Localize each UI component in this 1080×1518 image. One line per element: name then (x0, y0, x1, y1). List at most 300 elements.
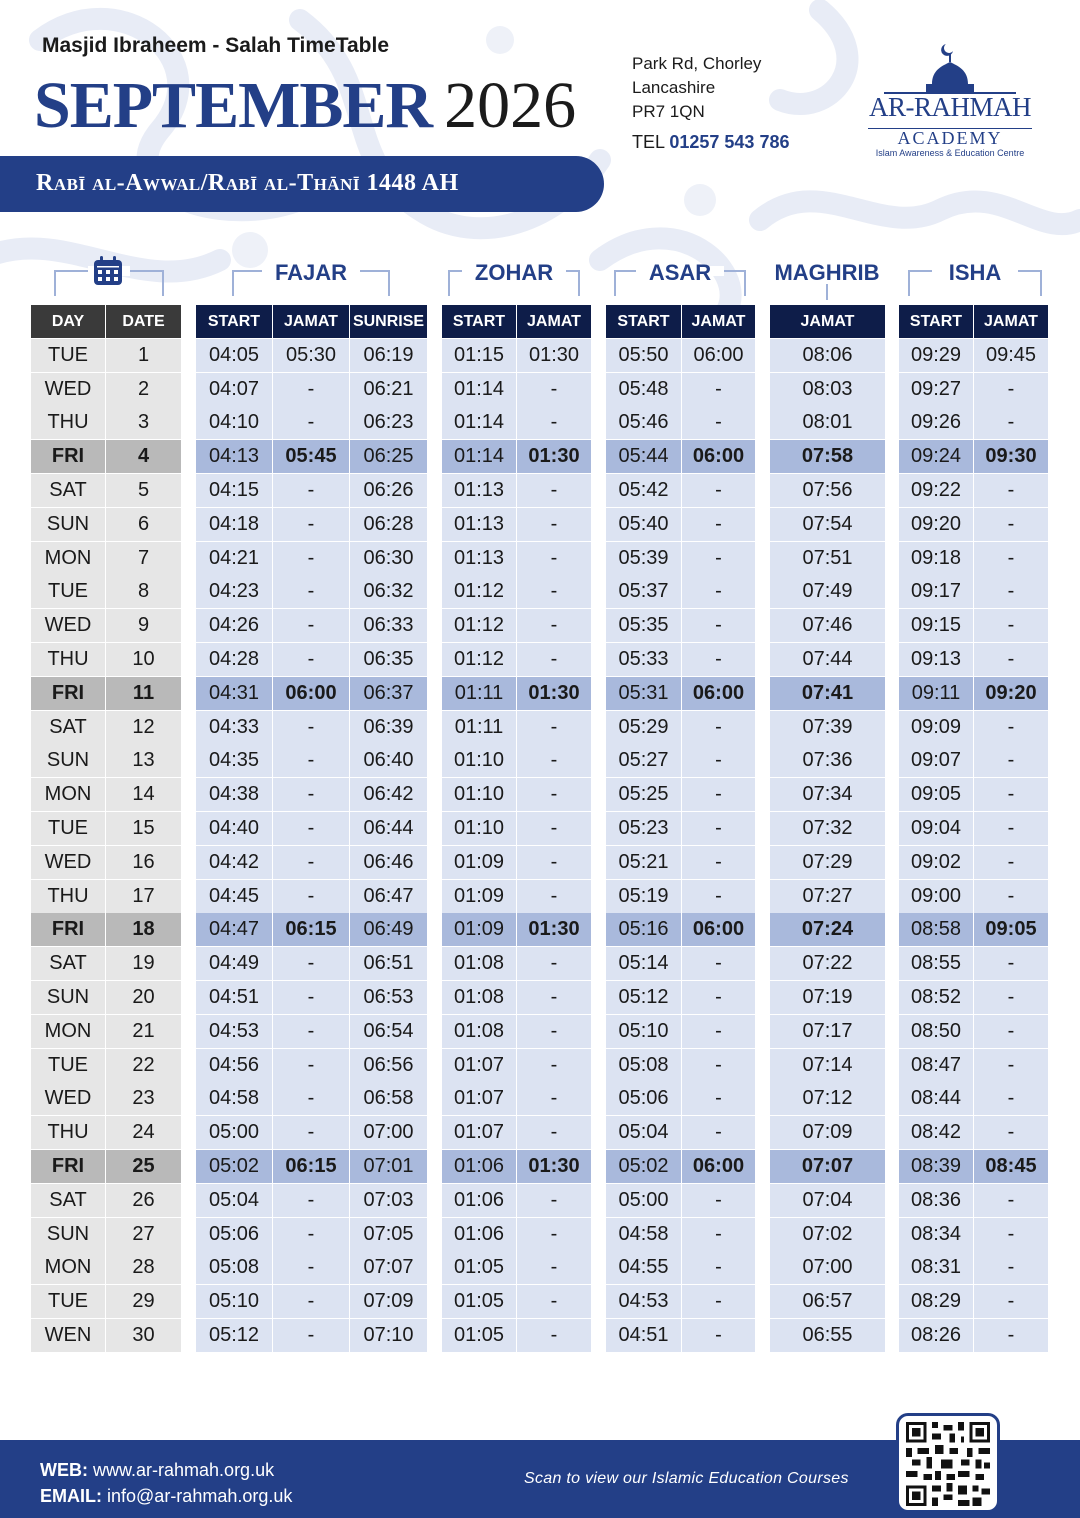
cell-date: 13 (106, 744, 181, 777)
cell-asar-jamat: - (682, 1184, 755, 1217)
cell-isha-jamat: - (974, 880, 1048, 913)
cell-zohar-jamat: - (517, 542, 591, 575)
cell-sunrise: 06:58 (350, 1082, 427, 1115)
cell-zohar-start: 01:14 (442, 440, 516, 473)
cell-maghrib-jamat: 07:07 (770, 1150, 885, 1183)
cell-asar-start: 05:35 (606, 609, 681, 642)
cell-zohar-jamat: - (517, 474, 591, 507)
cell-zohar-jamat: - (517, 406, 591, 439)
cell-zohar-start: 01:08 (442, 947, 516, 980)
cell-fajar-start: 04:07 (196, 373, 272, 406)
cell-fajar-start: 05:04 (196, 1184, 272, 1217)
cell-fajar-jamat: - (273, 711, 349, 744)
cell-maghrib-jamat: 07:44 (770, 643, 885, 676)
cell-isha-start: 08:52 (899, 981, 973, 1014)
cell-maghrib-jamat: 07:32 (770, 812, 885, 845)
col-header-isha-start: START (899, 305, 973, 338)
cell-zohar-jamat: - (517, 373, 591, 406)
hijri-banner (0, 156, 604, 212)
cell-fajar-jamat: 06:15 (273, 913, 349, 946)
cell-fajar-jamat: - (273, 1049, 349, 1082)
cell-isha-start: 08:44 (899, 1082, 973, 1115)
footer-email (40, 1486, 292, 1507)
group-zohar: ZOHAR (474, 260, 554, 285)
cell-isha-jamat: - (974, 778, 1048, 811)
cell-day: MON (31, 1251, 105, 1284)
cell-sunrise: 06:19 (350, 339, 427, 372)
cell-date: 19 (106, 947, 181, 980)
cell-asar-start: 05:31 (606, 677, 681, 710)
cell-day: FRI (31, 677, 105, 710)
cell-isha-jamat: - (974, 744, 1048, 777)
cell-fajar-jamat: - (273, 880, 349, 913)
cell-zohar-start: 01:09 (442, 880, 516, 913)
cell-asar-start: 05:19 (606, 880, 681, 913)
cell-isha-start: 08:34 (899, 1218, 973, 1251)
cell-sunrise: 06:35 (350, 643, 427, 676)
cell-isha-start: 09:05 (899, 778, 973, 811)
cell-date: 10 (106, 643, 181, 676)
cell-asar-start: 05:10 (606, 1015, 681, 1048)
cell-asar-jamat: - (682, 1251, 755, 1284)
cell-isha-jamat: - (974, 1319, 1048, 1352)
cell-date: 30 (106, 1319, 181, 1352)
cell-fajar-start: 04:23 (196, 575, 272, 608)
cell-maghrib-jamat: 08:01 (770, 406, 885, 439)
cell-isha-start: 08:26 (899, 1319, 973, 1352)
cell-zohar-jamat: 01:30 (517, 339, 591, 372)
cell-zohar-start: 01:12 (442, 609, 516, 642)
cell-isha-start: 08:42 (899, 1116, 973, 1149)
cell-fajar-start: 04:31 (196, 677, 272, 710)
calendar-icon (92, 255, 124, 287)
cell-day: THU (31, 406, 105, 439)
cell-zohar-jamat: 01:30 (517, 677, 591, 710)
cell-isha-jamat: 09:05 (974, 913, 1048, 946)
cell-fajar-jamat: - (273, 812, 349, 845)
cell-asar-start: 05:21 (606, 846, 681, 879)
cell-zohar-jamat: - (517, 1285, 591, 1318)
cell-isha-jamat: - (974, 474, 1048, 507)
cell-isha-start: 09:02 (899, 846, 973, 879)
cell-maghrib-jamat: 07:14 (770, 1049, 885, 1082)
cell-maghrib-jamat: 07:02 (770, 1218, 885, 1251)
cell-date: 14 (106, 778, 181, 811)
cell-date: 12 (106, 711, 181, 744)
month-title (34, 66, 576, 146)
cell-asar-jamat: 06:00 (682, 1150, 755, 1183)
cell-sunrise: 06:54 (350, 1015, 427, 1048)
cell-day: MON (31, 1015, 105, 1048)
cell-asar-jamat: 06:00 (682, 913, 755, 946)
cell-fajar-jamat: - (273, 1116, 349, 1149)
cell-date: 15 (106, 812, 181, 845)
cell-asar-start: 04:53 (606, 1285, 681, 1318)
cell-fajar-start: 04:13 (196, 440, 272, 473)
cell-asar-start: 05:12 (606, 981, 681, 1014)
group-fajar: FAJAR (274, 260, 348, 285)
cell-asar-jamat: - (682, 575, 755, 608)
group-maghrib: MAGHRIB (774, 260, 880, 285)
cell-fajar-jamat: - (273, 575, 349, 608)
cell-asar-jamat: - (682, 744, 755, 777)
cell-maghrib-jamat: 06:55 (770, 1319, 885, 1352)
address-line-2: Lancashire (632, 78, 716, 97)
cell-maghrib-jamat: 08:03 (770, 373, 885, 406)
cell-isha-start: 09:07 (899, 744, 973, 777)
cell-asar-start: 05:27 (606, 744, 681, 777)
cell-date: 29 (106, 1285, 181, 1318)
cell-fajar-start: 04:58 (196, 1082, 272, 1115)
cell-fajar-start: 05:00 (196, 1116, 272, 1149)
cell-isha-jamat: - (974, 1116, 1048, 1149)
cell-zohar-jamat: - (517, 1184, 591, 1217)
cell-zohar-jamat: 01:30 (517, 440, 591, 473)
cell-sunrise: 06:49 (350, 913, 427, 946)
cell-day: FRI (31, 1150, 105, 1183)
cell-fajar-jamat: - (273, 609, 349, 642)
cell-asar-start: 05:40 (606, 508, 681, 541)
cell-asar-jamat: - (682, 1285, 755, 1318)
col-header-asar-jamat: JAMAT (682, 305, 755, 338)
cell-maghrib-jamat: 07:39 (770, 711, 885, 744)
cell-maghrib-jamat: 08:06 (770, 339, 885, 372)
cell-asar-jamat: - (682, 812, 755, 845)
cell-day: SAT (31, 947, 105, 980)
cell-zohar-start: 01:10 (442, 778, 516, 811)
cell-zohar-start: 01:14 (442, 406, 516, 439)
qr-code-icon (905, 1422, 991, 1506)
cell-asar-jamat: - (682, 1082, 755, 1115)
cell-day: SUN (31, 1218, 105, 1251)
cell-asar-jamat: - (682, 880, 755, 913)
cell-isha-jamat: - (974, 1049, 1048, 1082)
cell-date: 11 (106, 677, 181, 710)
cell-sunrise: 06:33 (350, 609, 427, 642)
telephone (632, 130, 789, 154)
cell-fajar-start: 04:38 (196, 778, 272, 811)
cell-isha-jamat: - (974, 846, 1048, 879)
cell-maghrib-jamat: 07:04 (770, 1184, 885, 1217)
maghrib-stem (826, 284, 828, 300)
cell-asar-start: 05:50 (606, 339, 681, 372)
cell-asar-jamat: - (682, 1218, 755, 1251)
cell-fajar-jamat: - (273, 1285, 349, 1318)
cell-fajar-jamat: - (273, 981, 349, 1014)
cell-isha-jamat: - (974, 406, 1048, 439)
cell-sunrise: 06:28 (350, 508, 427, 541)
cell-isha-jamat: 08:45 (974, 1150, 1048, 1183)
month-name: SEPTEMBER (34, 69, 433, 142)
cell-fajar-jamat: - (273, 542, 349, 575)
cell-zohar-start: 01:10 (442, 812, 516, 845)
cell-day: FRI (31, 913, 105, 946)
cell-isha-jamat: - (974, 947, 1048, 980)
cell-sunrise: 06:40 (350, 744, 427, 777)
cell-maghrib-jamat: 07:29 (770, 846, 885, 879)
cell-isha-start: 08:58 (899, 913, 973, 946)
cell-day: WED (31, 1082, 105, 1115)
cell-date: 16 (106, 846, 181, 879)
cell-zohar-jamat: - (517, 1015, 591, 1048)
cell-isha-start: 09:26 (899, 406, 973, 439)
cell-fajar-start: 04:33 (196, 711, 272, 744)
cell-asar-jamat: - (682, 1116, 755, 1149)
col-header-day: DAY (31, 305, 105, 338)
cell-isha-start: 09:04 (899, 812, 973, 845)
month-year: 2026 (444, 69, 577, 142)
cell-zohar-jamat: - (517, 609, 591, 642)
cell-day: MON (31, 778, 105, 811)
cell-isha-jamat: - (974, 1218, 1048, 1251)
cell-zohar-start: 01:12 (442, 643, 516, 676)
cell-asar-start: 05:14 (606, 947, 681, 980)
logo-subname: ACADEMY (897, 128, 1003, 148)
cell-fajar-start: 05:10 (196, 1285, 272, 1318)
qr-code[interactable] (896, 1413, 1000, 1513)
cell-asar-jamat: - (682, 406, 755, 439)
cell-isha-start: 09:22 (899, 474, 973, 507)
cell-asar-start: 05:48 (606, 373, 681, 406)
cell-day: WED (31, 373, 105, 406)
cell-isha-start: 08:29 (899, 1285, 973, 1318)
cell-fajar-jamat: - (273, 1184, 349, 1217)
cell-fajar-jamat: - (273, 406, 349, 439)
cell-asar-start: 05:04 (606, 1116, 681, 1149)
cell-fajar-jamat: - (273, 373, 349, 406)
cell-isha-start: 09:13 (899, 643, 973, 676)
cell-fajar-start: 04:51 (196, 981, 272, 1014)
cell-fajar-jamat: - (273, 1015, 349, 1048)
cell-isha-start: 09:24 (899, 440, 973, 473)
cell-day: TUE (31, 1049, 105, 1082)
cell-isha-start: 09:27 (899, 373, 973, 406)
cell-sunrise: 06:44 (350, 812, 427, 845)
cell-isha-jamat: - (974, 1015, 1048, 1048)
cell-day: WED (31, 846, 105, 879)
hijri-month-text: Rabī al-Awwal/Rabī al-Thānī 1448 AH (36, 170, 459, 196)
cell-day: SUN (31, 981, 105, 1014)
cell-isha-start: 08:47 (899, 1049, 973, 1082)
cell-isha-jamat: - (974, 711, 1048, 744)
cell-asar-jamat: - (682, 846, 755, 879)
telephone-label: TEL (632, 132, 665, 152)
cell-fajar-jamat: - (273, 1251, 349, 1284)
cell-maghrib-jamat: 07:58 (770, 440, 885, 473)
col-header-zohar-jamat: JAMAT (517, 305, 591, 338)
cell-asar-jamat: - (682, 1319, 755, 1352)
cell-fajar-start: 04:05 (196, 339, 272, 372)
cell-date: 5 (106, 474, 181, 507)
cell-asar-jamat: - (682, 778, 755, 811)
cell-sunrise: 06:23 (350, 406, 427, 439)
cell-zohar-jamat: - (517, 744, 591, 777)
cell-day: THU (31, 1116, 105, 1149)
footer-email-link[interactable]: info@ar-rahmah.org.uk (107, 1486, 293, 1506)
cell-asar-jamat: 06:00 (682, 339, 755, 372)
cell-asar-jamat: - (682, 711, 755, 744)
cell-zohar-jamat: - (517, 1049, 591, 1082)
cell-isha-start: 08:55 (899, 947, 973, 980)
cell-asar-jamat: 06:00 (682, 440, 755, 473)
cell-maghrib-jamat: 07:00 (770, 1251, 885, 1284)
cell-sunrise: 07:09 (350, 1285, 427, 1318)
cell-sunrise: 06:25 (350, 440, 427, 473)
cell-date: 8 (106, 575, 181, 608)
cell-sunrise: 06:32 (350, 575, 427, 608)
col-header-maghrib-jamat: JAMAT (770, 305, 885, 338)
cell-asar-start: 04:58 (606, 1218, 681, 1251)
cell-day: SUN (31, 508, 105, 541)
cell-zohar-start: 01:09 (442, 846, 516, 879)
cell-zohar-jamat: - (517, 981, 591, 1014)
cell-fajar-start: 04:49 (196, 947, 272, 980)
cell-date: 9 (106, 609, 181, 642)
cell-asar-start: 05:37 (606, 575, 681, 608)
cell-isha-jamat: - (974, 812, 1048, 845)
cell-zohar-start: 01:07 (442, 1082, 516, 1115)
cell-fajar-jamat: - (273, 1082, 349, 1115)
cell-zohar-start: 01:06 (442, 1218, 516, 1251)
cell-isha-jamat: - (974, 981, 1048, 1014)
cell-isha-jamat: - (974, 373, 1048, 406)
footer-web-link[interactable]: www.ar-rahmah.org.uk (93, 1460, 275, 1480)
cell-sunrise: 06:39 (350, 711, 427, 744)
cell-maghrib-jamat: 07:19 (770, 981, 885, 1014)
cell-zohar-start: 01:06 (442, 1150, 516, 1183)
cell-day: WED (31, 609, 105, 642)
address-line-1: Park Rd, Chorley (632, 54, 762, 73)
col-header-sunrise: SUNRISE (350, 305, 427, 338)
cell-day: SAT (31, 474, 105, 507)
cell-zohar-start: 01:15 (442, 339, 516, 372)
cell-fajar-jamat: - (273, 1218, 349, 1251)
cell-zohar-start: 01:11 (442, 677, 516, 710)
cell-zohar-jamat: - (517, 508, 591, 541)
cell-maghrib-jamat: 07:36 (770, 744, 885, 777)
cell-maghrib-jamat: 07:49 (770, 575, 885, 608)
cell-fajar-start: 04:28 (196, 643, 272, 676)
cell-zohar-jamat: - (517, 778, 591, 811)
cell-fajar-start: 04:42 (196, 846, 272, 879)
cell-day: FRI (31, 440, 105, 473)
cell-asar-start: 05:02 (606, 1150, 681, 1183)
cell-zohar-jamat: - (517, 1251, 591, 1284)
address-line-3: PR7 1QN (632, 102, 705, 121)
cell-asar-jamat: - (682, 508, 755, 541)
cell-maghrib-jamat: 07:56 (770, 474, 885, 507)
cell-date: 6 (106, 508, 181, 541)
cell-sunrise: 06:30 (350, 542, 427, 575)
cell-zohar-start: 01:12 (442, 575, 516, 608)
cell-asar-start: 05:23 (606, 812, 681, 845)
cell-sunrise: 07:01 (350, 1150, 427, 1183)
cell-zohar-start: 01:13 (442, 542, 516, 575)
col-header-date: DATE (106, 305, 181, 338)
cell-date: 23 (106, 1082, 181, 1115)
cell-fajar-jamat: 05:30 (273, 339, 349, 372)
col-header-asar-start: START (606, 305, 681, 338)
cell-date: 3 (106, 406, 181, 439)
cell-date: 21 (106, 1015, 181, 1048)
cell-fajar-jamat: - (273, 846, 349, 879)
col-header-fajar-start: START (196, 305, 272, 338)
cell-maghrib-jamat: 07:24 (770, 913, 885, 946)
cell-maghrib-jamat: 07:09 (770, 1116, 885, 1149)
cell-maghrib-jamat: 07:27 (770, 880, 885, 913)
cell-sunrise: 06:21 (350, 373, 427, 406)
cell-fajar-start: 04:53 (196, 1015, 272, 1048)
cell-zohar-start: 01:08 (442, 981, 516, 1014)
cell-day: MON (31, 542, 105, 575)
cell-zohar-jamat: - (517, 1116, 591, 1149)
cell-zohar-start: 01:09 (442, 913, 516, 946)
col-header-fajar-jamat: JAMAT (273, 305, 349, 338)
footer-web-label: WEB: (40, 1460, 88, 1480)
group-isha: ISHA (948, 260, 1002, 285)
cell-maghrib-jamat: 07:34 (770, 778, 885, 811)
cell-fajar-start: 04:26 (196, 609, 272, 642)
telephone-number[interactable]: 01257 543 786 (669, 132, 790, 152)
cell-zohar-jamat: - (517, 643, 591, 676)
cell-isha-jamat: - (974, 1082, 1048, 1115)
cell-fajar-start: 04:35 (196, 744, 272, 777)
cell-isha-jamat: 09:20 (974, 677, 1048, 710)
cell-zohar-start: 01:05 (442, 1319, 516, 1352)
cell-fajar-jamat: - (273, 1319, 349, 1352)
cell-isha-jamat: - (974, 1184, 1048, 1217)
cell-zohar-start: 01:13 (442, 508, 516, 541)
cell-day: TUE (31, 1285, 105, 1318)
cell-zohar-start: 01:11 (442, 711, 516, 744)
cell-asar-start: 05:42 (606, 474, 681, 507)
cell-zohar-start: 01:08 (442, 1015, 516, 1048)
cell-zohar-jamat: - (517, 812, 591, 845)
cell-asar-start: 04:51 (606, 1319, 681, 1352)
mosque-dome-icon (862, 40, 1038, 96)
cell-date: 25 (106, 1150, 181, 1183)
cell-fajar-start: 04:56 (196, 1049, 272, 1082)
cell-zohar-jamat: - (517, 947, 591, 980)
cell-fajar-jamat: 05:45 (273, 440, 349, 473)
cell-asar-jamat: - (682, 542, 755, 575)
cell-date: 1 (106, 339, 181, 372)
cell-asar-jamat: - (682, 643, 755, 676)
cell-zohar-start: 01:07 (442, 1116, 516, 1149)
cell-isha-start: 09:00 (899, 880, 973, 913)
cell-fajar-jamat: - (273, 947, 349, 980)
cell-asar-jamat: - (682, 474, 755, 507)
cell-asar-start: 05:44 (606, 440, 681, 473)
cell-fajar-jamat: - (273, 778, 349, 811)
cell-fajar-start: 04:47 (196, 913, 272, 946)
cell-isha-jamat: - (974, 643, 1048, 676)
cell-fajar-start: 05:12 (196, 1319, 272, 1352)
cell-zohar-jamat: - (517, 880, 591, 913)
cell-isha-start: 09:15 (899, 609, 973, 642)
cell-asar-start: 05:06 (606, 1082, 681, 1115)
cell-zohar-jamat: - (517, 1082, 591, 1115)
cell-isha-start: 08:31 (899, 1251, 973, 1284)
cell-asar-jamat: - (682, 981, 755, 1014)
col-header-zohar-start: START (442, 305, 516, 338)
timetable-subtitle: Masjid Ibraheem - Salah TimeTable (42, 34, 390, 57)
cell-fajar-start: 04:18 (196, 508, 272, 541)
cell-zohar-start: 01:07 (442, 1049, 516, 1082)
cell-sunrise: 07:03 (350, 1184, 427, 1217)
cell-isha-jamat: - (974, 1251, 1048, 1284)
academy-logo (862, 40, 1038, 164)
